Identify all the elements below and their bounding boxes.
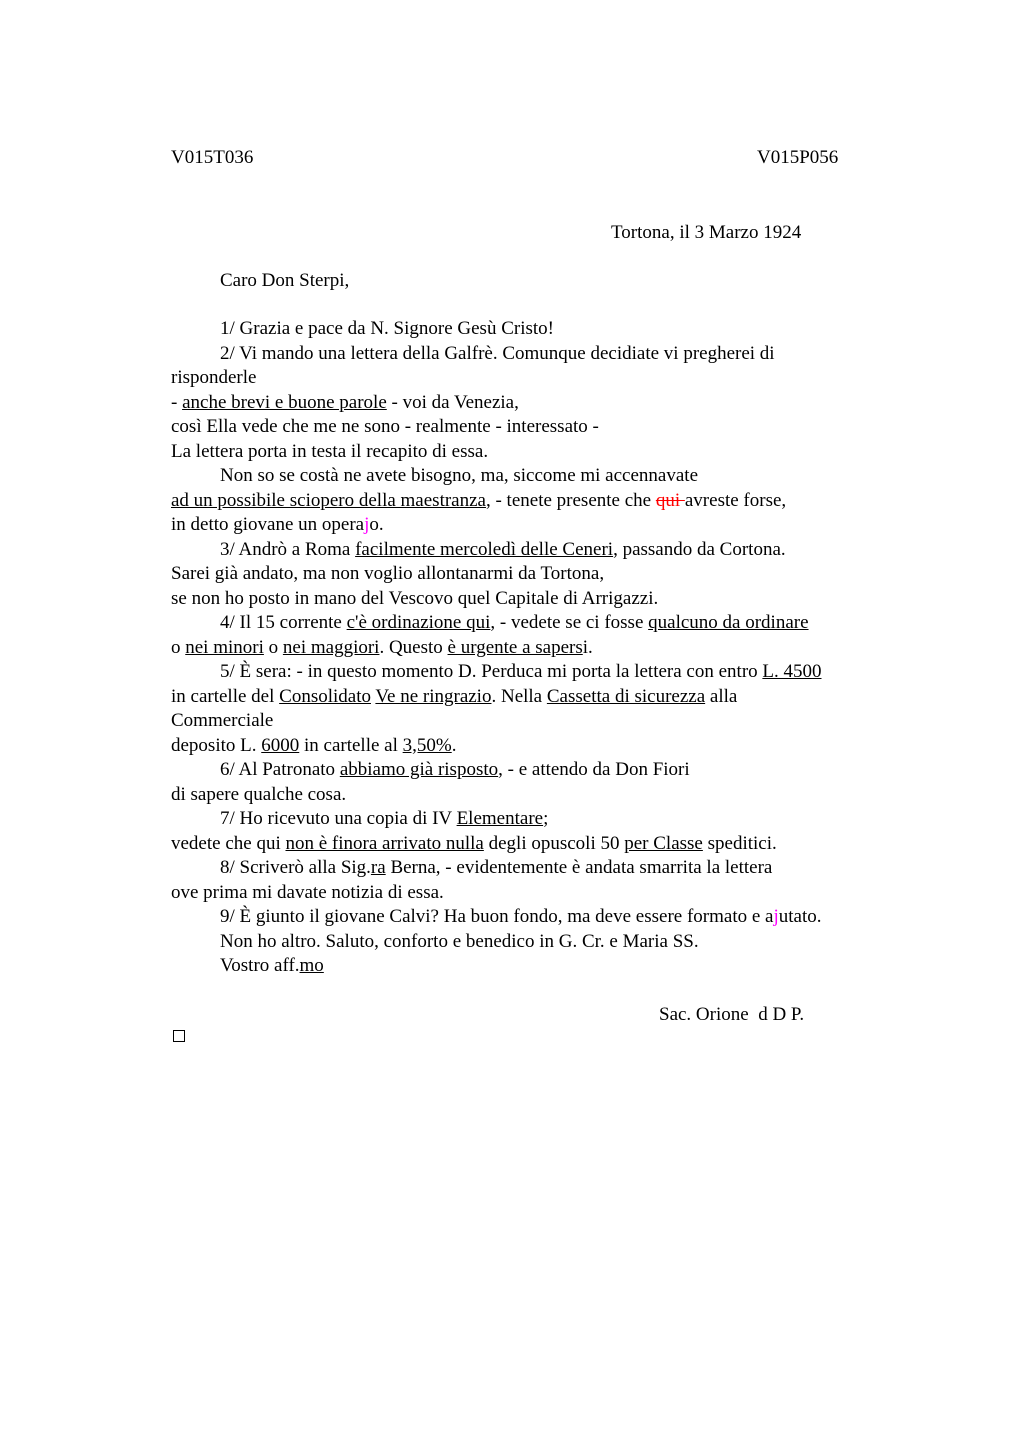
letter-line (171, 587, 891, 612)
letter-line (171, 734, 891, 759)
deleted-text: qui (655, 489, 685, 511)
document-code-left: V015T036 (171, 147, 254, 168)
letter-line (171, 513, 891, 538)
text-segment: in cartelle del (171, 685, 280, 707)
letter-line (171, 342, 891, 367)
letter-line (171, 415, 891, 440)
text-segment: . Questo (379, 636, 448, 658)
letter-line (171, 660, 891, 685)
text-segment: alla (705, 685, 738, 707)
underlined-text: c'è ordinazione qui (346, 612, 491, 633)
letter-line (171, 611, 891, 636)
letter-line (171, 758, 891, 783)
underlined-text: nei minori (185, 636, 264, 658)
letter-line (171, 685, 891, 710)
underlined-text: ad un possibile sciopero della maestranza (171, 489, 486, 511)
underlined-text: non è finora arrivato nulla (285, 832, 484, 854)
end-of-document-box-icon (173, 1030, 185, 1042)
text-segment: o. (369, 514, 384, 535)
underlined-text: Consolidato (279, 685, 371, 707)
text-segment: degli opuscoli 50 (483, 832, 625, 854)
text-segment: Sarei già andato, ma non voglio allontanarmi da Tortona, (171, 563, 605, 584)
text-segment: o (171, 636, 186, 658)
dateline: Tortona, il 3 Marzo 1924 (611, 222, 802, 243)
letter-line (171, 709, 891, 734)
text-segment: , - tenete presente che (485, 489, 656, 511)
text-segment: La lettera porta in testa il recapito di essa. (171, 440, 489, 462)
text-segment: in cartelle al (299, 734, 403, 756)
underlined-text: è urgente a sapers (447, 636, 583, 658)
letter-line (171, 317, 891, 342)
underlined-text: mo (299, 955, 324, 976)
underlined-text: facilmente mercoledì delle Ceneri (355, 538, 614, 560)
letter-line (171, 636, 891, 661)
letter-line (171, 489, 891, 514)
text-segment: 7/ Ho ricevuto una copia di IV (220, 808, 457, 829)
letter-line (171, 366, 891, 391)
inserted-text: j (364, 514, 370, 535)
text-segment: 4/ Il 15 corrente (220, 612, 347, 633)
text-segment: 8/ Scriverò alla Sig. (220, 857, 371, 878)
text-segment: , passando da Cortona. (613, 538, 786, 560)
text-segment: 6/ Al Patronato (220, 759, 340, 780)
text-segment: avreste forse, (684, 489, 787, 511)
document-code-right: V015P056 (757, 147, 839, 168)
letter-line (171, 905, 891, 930)
text-segment: ; (543, 808, 549, 829)
letter-line (171, 930, 891, 955)
text-segment: 2/ Vi mando una lettera della Galfrè. Comunque decidiate vi pregherei di (220, 342, 775, 364)
signature: Sac. Orione d D P. (659, 1004, 805, 1025)
underlined-text: abbiamo già risposto (339, 759, 499, 780)
salutation: Caro Don Sterpi, (220, 270, 350, 291)
text-segment: Commerciale (171, 710, 274, 731)
underlined-text: Ve ne ringrazio (375, 685, 492, 707)
text-segment: risponderle (171, 367, 257, 388)
letter-line (171, 881, 891, 906)
letter-line (171, 832, 891, 857)
underlined-text: Cassetta di sicurezza (546, 685, 706, 707)
underlined-text: per Classe (624, 832, 703, 854)
text-segment: , - vedete se ci fosse (490, 612, 649, 633)
text-segment: o (263, 636, 283, 658)
text-segment: in detto giovane un opera (171, 514, 365, 535)
text-segment: speditici. (702, 832, 777, 854)
text-segment: ove prima mi davate notizia di essa. (171, 881, 444, 903)
text-segment: vedete che qui (171, 832, 286, 854)
text-segment: i. (582, 636, 593, 658)
underlined-text: qualcuno da ordinare (648, 612, 809, 633)
letter-body (171, 317, 891, 979)
letter-line (171, 856, 891, 881)
letter-line (171, 440, 891, 465)
text-segment: Non ho altro. Saluto, conforto e benedico in G. Cr. e Maria SS. (220, 930, 699, 952)
text-segment: se non ho posto in mano del Vescovo quel Capitale di Arrigazzi. (171, 587, 659, 609)
underlined-text: ra (370, 857, 386, 878)
text-segment: - (171, 391, 183, 413)
text-segment: 9/ È giunto il giovane Calvi? Ha buon fondo, ma deve essere formato e a (220, 906, 774, 927)
text-segment: Vostro aff. (220, 955, 300, 976)
text-segment: 1/ Grazia e pace da N. Signore Gesù Cristo! (220, 318, 554, 339)
text-segment: . Nella (491, 685, 547, 707)
underlined-text: Elementare (456, 808, 544, 829)
text-segment: utato. (778, 906, 822, 927)
text-segment: così Ella vede che me ne sono - realmente - interessato - (171, 416, 599, 437)
letter-line (171, 391, 891, 416)
underlined-text: L. 4500 (762, 661, 822, 682)
letter-line (171, 562, 891, 587)
underlined-text: 6000 (261, 734, 300, 756)
text-segment: . (451, 734, 457, 756)
letter-line (171, 783, 891, 808)
text-segment: di sapere qualche cosa. (171, 783, 347, 805)
text-segment: Non so se costà ne avete bisogno, ma, siccome mi accennavate (220, 465, 698, 486)
text-segment: Berna, - evidentemente è andata smarrita la lettera (385, 857, 773, 878)
text-segment: deposito L. (171, 734, 262, 756)
underlined-text: 3,50% (402, 734, 452, 756)
text-segment: , - e attendo da Don Fiori (498, 759, 690, 780)
letter-line (171, 954, 891, 979)
underlined-text: nei maggiori (282, 636, 380, 658)
letter-line (171, 464, 891, 489)
text-segment: 5/ È sera: - in questo momento D. Perduca mi porta la lettera con entro (220, 661, 763, 682)
letter-line (171, 538, 891, 563)
underlined-text: anche brevi e buone parole (182, 391, 387, 413)
letter-line (171, 807, 891, 832)
inserted-text: j (773, 906, 779, 927)
text-segment: 3/ Andrò a Roma (220, 538, 356, 560)
text-segment: - voi da Venezia, (386, 391, 519, 413)
